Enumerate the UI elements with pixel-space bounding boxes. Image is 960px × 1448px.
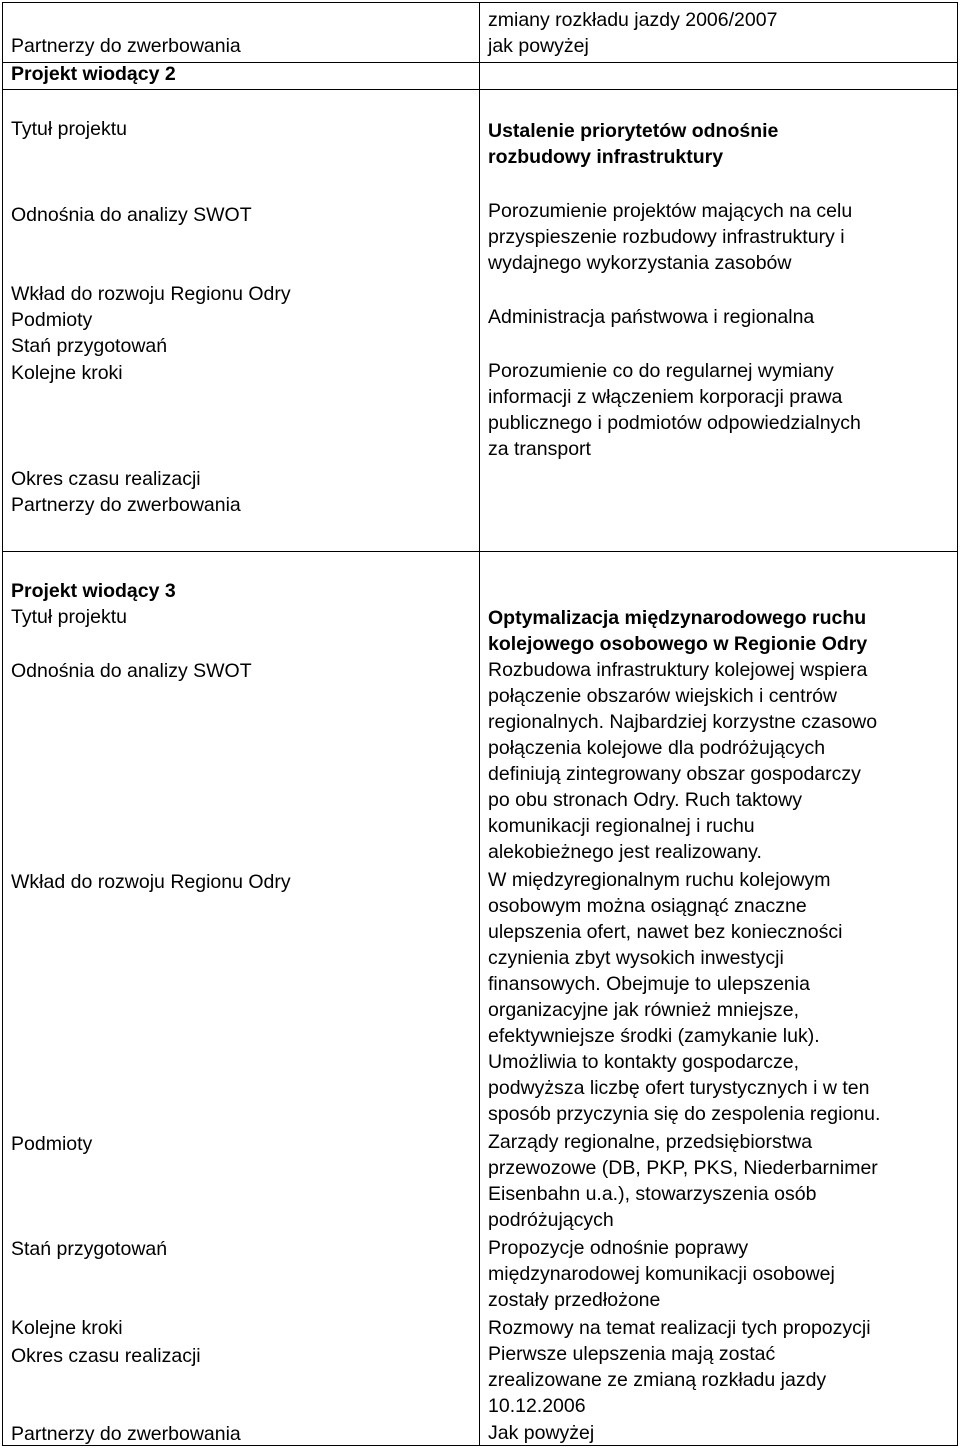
label-cell bbox=[3, 90, 480, 552]
steps-value: Rozmowy na temat realizacji tych propozycji bbox=[488, 1317, 871, 1339]
swot-value-line: Rozbudowa infrastruktury kolejowej wspiera bbox=[488, 659, 868, 681]
subjects-label: Podmioty bbox=[11, 309, 93, 331]
contribution-label: Wkład do rozwoju Regionu Odry bbox=[11, 871, 291, 893]
contribution-value-line: czynienia zbyt wysokich inwestycji bbox=[488, 947, 784, 969]
contribution-value-line: finansowych. Obejmuje to ulepszenia bbox=[488, 973, 810, 995]
swot-value-line: po obu stronach Odry. Ruch taktowy bbox=[488, 789, 802, 811]
period-label: Okres czasu realizacji bbox=[11, 1345, 201, 1367]
swot-label: Odnośnia do analizy SWOT bbox=[11, 204, 252, 226]
steps-value-line: publicznego i podmiotów odpowiedzialnych bbox=[488, 412, 861, 434]
swot-value-line: alekobieżnego jest realizowany. bbox=[488, 841, 762, 863]
value-cell bbox=[480, 63, 958, 90]
contribution-value-line: efektywniejsze środki (zamykanie luk). bbox=[488, 1025, 820, 1047]
partners-label: Partnerzy do zwerbowania bbox=[11, 1423, 241, 1445]
title-label: Tytuł projektu bbox=[11, 118, 127, 140]
label-cell bbox=[3, 3, 480, 63]
title-value-line: kolejowego osobowego w Regionie Odry bbox=[488, 633, 868, 655]
state-label: Stań przygotowań bbox=[11, 335, 168, 357]
subjects-value-line: Zarządy regionalne, przedsiębiorstwa bbox=[488, 1131, 813, 1153]
title-value-line: Ustalenie priorytetów odnośnie bbox=[488, 120, 779, 142]
swot-value-line: przyspieszenie rozbudowy infrastruktury i bbox=[488, 226, 845, 248]
contribution-value-line: ulepszenia ofert, nawet bez konieczności bbox=[488, 921, 843, 943]
period-value-line: Pierwsze ulepszenia mają zostać bbox=[488, 1343, 776, 1365]
state-label: Stań przygotowań bbox=[11, 1238, 168, 1260]
value-cell bbox=[480, 3, 958, 63]
title-value-line: Optymalizacja międzynarodowego ruchu bbox=[488, 607, 867, 629]
swot-value-line: połączenie obszarów wiejskich i centrów bbox=[488, 685, 837, 707]
value-cell bbox=[480, 90, 958, 552]
contribution-value-line: osobowym można osiągnąć znaczne bbox=[488, 895, 807, 917]
period-value-line: zrealizowane ze zmianą rozkładu jazdy bbox=[488, 1369, 827, 1391]
partners-value: Jak powyżej bbox=[488, 1422, 595, 1444]
swot-value-line: regionalnych. Najbardziej korzystne czasowo bbox=[488, 711, 878, 733]
title-label: Tytuł projektu bbox=[11, 606, 127, 628]
swot-value-line: wydajnego wykorzystania zasobów bbox=[488, 252, 792, 274]
swot-value-line: definiują zintegrowany obszar gospodarczy bbox=[488, 763, 861, 785]
contribution-value-line: W międzyregionalnym ruchu kolejowym bbox=[488, 869, 831, 891]
project-heading bbox=[3, 63, 480, 90]
contribution-value-line: organizacyjne jak również mniejsze, bbox=[488, 999, 800, 1021]
swot-value-line: komunikacji regionalnej i ruchu bbox=[488, 815, 755, 837]
steps-value-line: za transport bbox=[488, 438, 591, 460]
label-cell bbox=[3, 552, 480, 1446]
value-cell bbox=[480, 552, 958, 1446]
partners-value-line: jak powyżej bbox=[488, 35, 589, 57]
contribution-value-line: sposób przyczynia się do zespolenia regionu. bbox=[488, 1103, 881, 1125]
steps-value-line: informacji z włączeniem korporacji prawa bbox=[488, 386, 843, 408]
steps-label: Kolejne kroki bbox=[11, 362, 123, 384]
period-value-line: 10.12.2006 bbox=[488, 1395, 586, 1417]
swot-value-line: połączenia kolejowe dla podróżujących bbox=[488, 737, 826, 759]
state-value-line: międzynarodowej komunikacji osobowej bbox=[488, 1263, 835, 1285]
partners-label: Partnerzy do zwerbowania bbox=[11, 35, 241, 57]
steps-label: Kolejne kroki bbox=[11, 1317, 123, 1339]
subjects-value-line: przewozowe (DB, PKP, PKS, Niederbarnimer bbox=[488, 1157, 878, 1179]
subjects-value-line: podróżujących bbox=[488, 1209, 614, 1231]
contribution-value-line: Umożliwia to kontakty gospodarcze, bbox=[488, 1051, 800, 1073]
contribution-label: Wkład do rozwoju Regionu Odry bbox=[11, 283, 291, 305]
state-value-line: Propozycje odnośnie poprawy bbox=[488, 1237, 749, 1259]
swot-label: Odnośnia do analizy SWOT bbox=[11, 660, 252, 682]
subjects-value: Administracja państwowa i regionalna bbox=[488, 306, 815, 328]
subjects-value-line: Eisenbahn u.a.), stowarzyszenia osób bbox=[488, 1183, 817, 1205]
partners-value-line: zmiany rozkładu jazdy 2006/2007 bbox=[488, 9, 778, 31]
title-value-line: rozbudowy infrastruktury bbox=[488, 146, 724, 168]
subjects-label: Podmioty bbox=[11, 1133, 93, 1155]
swot-value-line: Porozumienie projektów mających na celu bbox=[488, 200, 853, 222]
contribution-value-line: podwyższa liczbę ofert turystycznych i w ten bbox=[488, 1077, 870, 1099]
period-label: Okres czasu realizacji bbox=[11, 468, 201, 490]
project-table bbox=[2, 2, 958, 1446]
state-value-line: zostały przedłożone bbox=[488, 1289, 661, 1311]
partners-label: Partnerzy do zwerbowania bbox=[11, 494, 241, 516]
project-heading-text: Projekt wiodący 2 bbox=[11, 63, 176, 85]
project-heading-text: Projekt wiodący 3 bbox=[11, 580, 176, 602]
steps-value-line: Porozumienie co do regularnej wymiany bbox=[488, 360, 834, 382]
